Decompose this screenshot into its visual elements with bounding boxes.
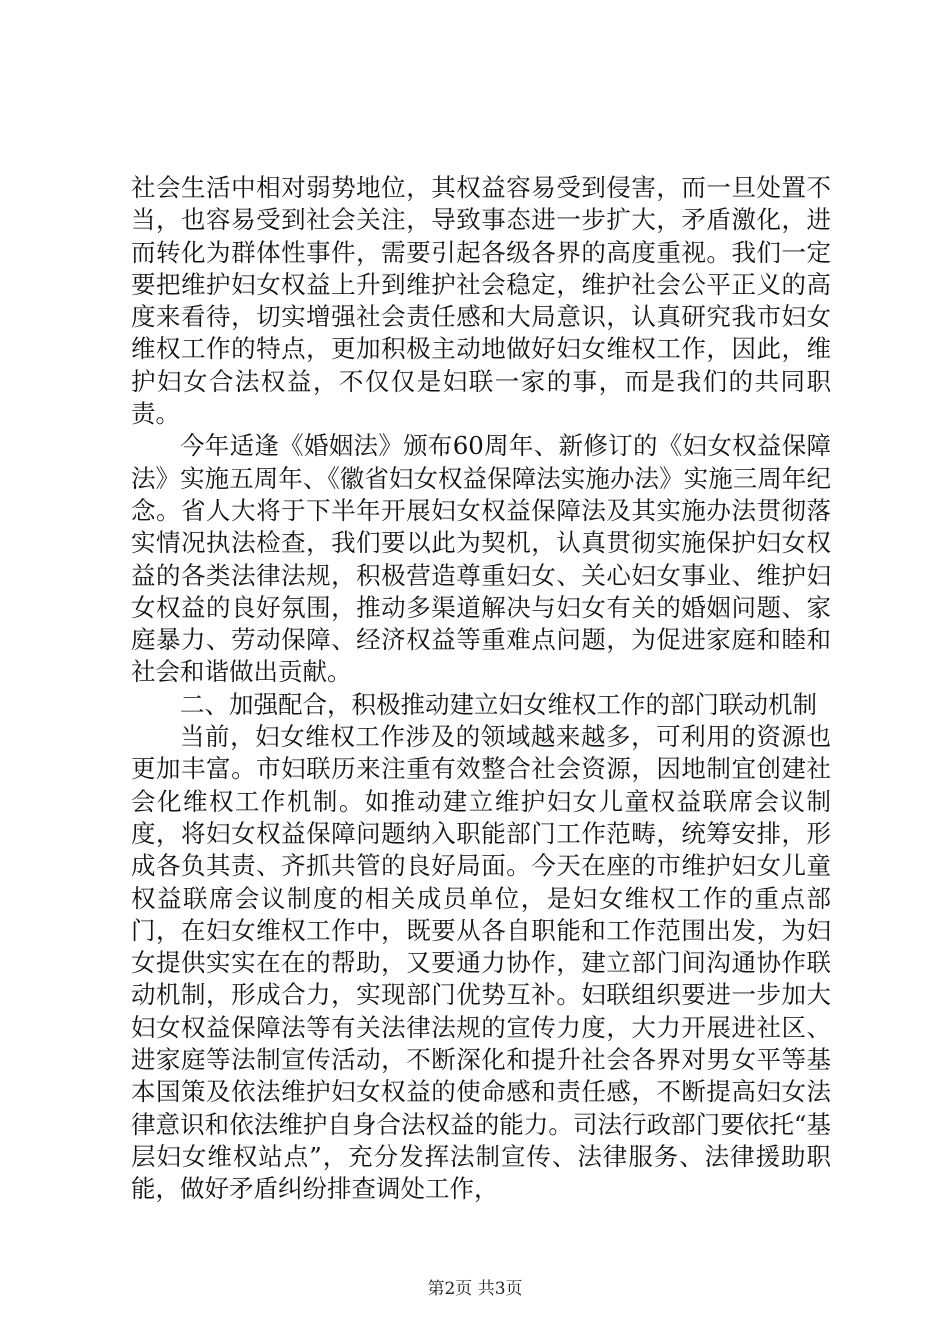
page-number-footer: 第2页 共3页: [427, 1279, 523, 1299]
paragraph-anniversary: 今年适逢《婚姻法》颁布60周年、新修订的《妇女权益保障法》实施五周年、《徽省妇女权益保障法实施办法》实施三周年纪念。省人大将于下半年开展妇女权益保障法及其实施办法贯彻落实情况执法检查，我们要以此为契机，认真贯彻实施保护妇女权益的各类法律法规，积极营造尊重妇女、关心妇女事业、维护妇女权益的良好氛围，推动多渠道解决与妇女有关的婚姻问题、家庭暴力、劳动保障、经济权益等重难点问题，为促进家庭和睦和社会和谐做出贡献。: [131, 431, 831, 687]
paragraph-continued: 社会生活中相对弱势地位，其权益容易受到侵害，而一旦处置不当，也容易受到社会关注，导致事态进一步扩大，矛盾激化，进而转化为群体性事件，需要引起各级各界的高度重视。我们一定要把维护妇女权益上升到维护社会稳定，维护社会公平正义的高度来看待，切实增强社会责任感和大局意识，认真研究我市妇女维权工作的特点，更加积极主动地做好妇女维权工作，因此，维护妇女合法权益，不仅仅是妇联一家的事，而是我们的共同职责。: [131, 173, 831, 429]
paragraph-linkage: 当前，妇女维权工作涉及的领域越来越多，可利用的资源也更加丰富。市妇联历来注重有效整合社会资源，因地制宜创建社会化维权工作机制。如推动建立维护妇女儿童权益联席会议制度，将妇女权益保障问题纳入职能部门工作范畴，统筹安排，形成各负其责、齐抓共管的良好局面。今天在座的市维护妇女儿童权益联席会议制度的相关成员单位，是妇女维权工作的重点部门，在妇女维权工作中，既要从各自职能和工作范围出发，为妇女提供实实在在的帮助，又要通力协作，建立部门间沟通协作联动机制，形成合力，实现部门优势互补。妇联组织要进一步加大妇女权益保障法等有关法律法规的宣传力度，大力开展进社区、进家庭等法制宣传活动，不断深化和提升社会各界对男女平等基本国策及依法维护妇女权益的使命感和责任感，不断提高妇女法律意识和依法维护自身合法权益的能力。司法行政部门要依托“基层妇女维权站点”，充分发挥法制宣传、法律服务、法律援助职能，做好矛盾纠纷排查调处工作，: [131, 722, 831, 1204]
document-body: [131, 172, 831, 1206]
section-heading-two: 二、加强配合，积极推动建立妇女维权工作的部门联动机制: [180, 689, 817, 719]
